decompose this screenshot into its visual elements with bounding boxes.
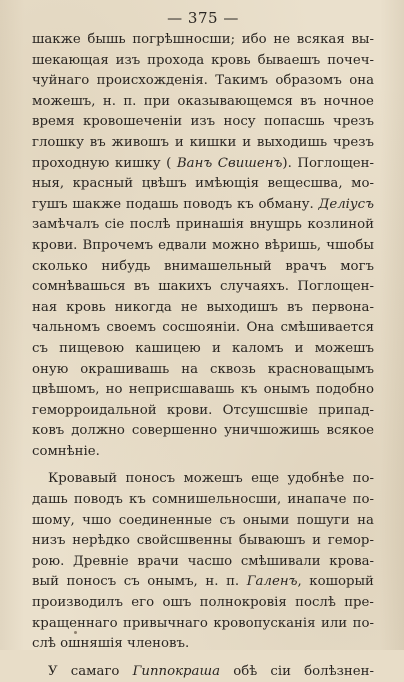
word: поносъ <box>66 574 117 590</box>
word: ная <box>32 299 58 315</box>
body-text <box>32 30 374 682</box>
word: изъ <box>190 114 216 130</box>
word: послѣ <box>295 595 336 611</box>
word: сомнѣніе. <box>32 443 100 459</box>
word: должно <box>71 423 125 439</box>
word: обману. <box>258 196 314 212</box>
word: сіи <box>270 663 291 679</box>
word: кровь <box>66 299 106 315</box>
word: нерѣдко <box>72 533 130 549</box>
word: и <box>174 134 184 150</box>
text-line <box>32 421 374 442</box>
word: Свишенъ). <box>217 155 292 171</box>
word: съ <box>32 340 48 356</box>
word: смѣшивается <box>280 320 374 336</box>
word: къ <box>237 196 254 212</box>
word: оную <box>32 361 69 377</box>
word: сомнѣвашься <box>32 279 126 295</box>
word: Гиппокраша <box>132 663 221 679</box>
text-line <box>32 401 374 422</box>
paragraph-gap <box>32 462 374 469</box>
text-line <box>32 511 374 532</box>
word: п. <box>226 574 240 590</box>
word: принашія <box>176 217 245 233</box>
word: всякая <box>296 32 345 47</box>
word: удобнѣе <box>287 471 345 487</box>
word: бываешъ <box>257 52 321 68</box>
word: красноващымъ <box>267 361 374 377</box>
word: или <box>320 615 348 631</box>
word: можешъ <box>314 340 374 356</box>
word: крови. <box>166 402 213 418</box>
text-line <box>32 380 374 401</box>
word: подобно <box>316 382 374 398</box>
word: оказывающемся <box>177 93 293 109</box>
word: на <box>181 361 199 377</box>
word: своемъ <box>106 320 156 336</box>
text-line <box>32 442 374 463</box>
word: къ <box>240 382 258 398</box>
word: ( <box>166 155 172 171</box>
word: цвѣшомъ, <box>32 382 100 398</box>
word: Поглощен- <box>297 279 374 295</box>
word: ошъ <box>162 595 192 611</box>
word: едвали <box>158 237 207 253</box>
word: инапаче <box>287 492 347 508</box>
word: почеч- <box>327 52 374 68</box>
word: и <box>294 340 304 356</box>
word: выходишъ <box>206 299 278 315</box>
word: нибудь <box>101 258 151 274</box>
word: Делiусъ <box>318 196 374 212</box>
word: свойсшвенны <box>136 533 233 549</box>
text-line <box>32 277 374 298</box>
word: Ванъ <box>176 155 213 171</box>
word: мо- <box>351 176 374 192</box>
word: еще <box>251 471 280 487</box>
word: можешъ, <box>32 93 96 109</box>
word: и <box>242 134 252 150</box>
word: вещесшва, <box>267 176 343 192</box>
word: кашицею <box>135 340 201 356</box>
word: въ <box>300 93 317 109</box>
paragraph <box>32 469 374 654</box>
word: въ <box>286 299 303 315</box>
text-line <box>32 298 374 319</box>
word: образомъ <box>275 73 342 89</box>
word: гушъ <box>32 196 68 212</box>
paragraph-gap <box>32 655 374 662</box>
word: его <box>131 595 155 611</box>
word: можно <box>211 237 260 253</box>
word: но <box>105 382 123 398</box>
text-line <box>32 469 374 490</box>
word: Галенъ, <box>246 574 302 590</box>
text-line <box>32 195 374 216</box>
text-line <box>32 318 374 339</box>
text-line <box>32 339 374 360</box>
text-line <box>32 552 374 573</box>
word: по- <box>352 471 374 487</box>
word: онымъ <box>263 382 310 398</box>
word: сомнишельносши, <box>151 492 282 508</box>
word: ныя, <box>32 176 65 192</box>
word: Впрочемъ <box>82 237 154 253</box>
word: въ <box>133 279 150 295</box>
word: соединенные <box>118 512 213 528</box>
text-line <box>32 360 374 381</box>
word: Древніе <box>73 553 129 569</box>
word: геморроидальной <box>32 402 157 418</box>
word: рою. <box>32 553 65 569</box>
word: вѣришь, <box>264 237 322 253</box>
ink-speck <box>74 631 77 634</box>
word: припад- <box>318 402 374 418</box>
word: крови. <box>32 237 78 253</box>
word: кошорый <box>309 574 374 590</box>
word: съ <box>123 574 140 590</box>
word: шому, <box>32 512 75 528</box>
word: чрезъ <box>333 114 374 130</box>
word: носу <box>223 114 256 130</box>
word: крова- <box>329 553 374 569</box>
text-line <box>32 257 374 278</box>
word: каломъ <box>231 340 284 356</box>
word: н. <box>205 574 219 590</box>
word: чрезъ <box>333 134 374 150</box>
word: по- <box>352 492 374 508</box>
word: ковъ <box>32 423 65 439</box>
word: п. <box>123 93 137 109</box>
word: врачи <box>137 553 179 569</box>
text-line <box>32 30 374 51</box>
word: кровь <box>211 52 251 68</box>
word: шакже <box>72 196 122 212</box>
word: самаго <box>70 663 120 679</box>
text-line <box>32 154 374 175</box>
paragraph <box>32 30 374 462</box>
word: членовъ. <box>127 636 190 652</box>
text-line <box>32 634 374 655</box>
word: внушрь <box>249 217 302 233</box>
word: неприсшавашь <box>128 382 235 398</box>
word: кровопусканія <box>213 615 316 631</box>
word: прохода <box>147 52 205 68</box>
word: чшобы <box>326 237 374 253</box>
word: пищевою <box>59 340 125 356</box>
word: никогда <box>114 299 172 315</box>
word: время <box>32 114 75 130</box>
word: попасшь <box>263 114 325 130</box>
word: уничшожишь <box>224 423 320 439</box>
word: погрѣшносши; <box>132 32 236 47</box>
page-number: — 375 — <box>167 9 239 27</box>
word: подашь <box>125 196 179 212</box>
word: происхожденія. <box>96 73 208 89</box>
word: въ <box>89 134 106 150</box>
word: часшо <box>187 553 233 569</box>
word: Отсушсшвіе <box>222 402 308 418</box>
word: обѣ <box>233 663 258 679</box>
word: чальномъ <box>32 320 101 336</box>
word: бываюшъ <box>238 533 306 549</box>
word: производилъ <box>32 595 123 611</box>
word: не <box>180 299 198 315</box>
word: бышь <box>87 32 126 47</box>
word: дашь <box>32 492 68 508</box>
word: привычнаго <box>123 615 208 631</box>
word: шакихъ <box>158 279 212 295</box>
text-line <box>32 133 374 154</box>
word: слѣ <box>32 636 56 652</box>
word: вый <box>32 574 59 590</box>
word: и <box>312 533 321 549</box>
word: врачъ <box>285 258 327 274</box>
text-line <box>32 572 374 593</box>
word: могъ <box>340 258 374 274</box>
word: при <box>143 93 171 109</box>
word: къ <box>129 492 146 508</box>
word: оными <box>242 512 290 528</box>
word: послѣ <box>129 217 171 233</box>
word: имѣющія <box>195 176 259 192</box>
word: Кровавый <box>48 471 118 487</box>
word: сквозь <box>210 361 256 377</box>
text-line <box>32 236 374 257</box>
word: замѣчалъ <box>32 217 100 233</box>
word: пошуги <box>296 512 350 528</box>
word: онымъ, <box>147 574 198 590</box>
text-line <box>32 215 374 236</box>
text-line <box>32 92 374 113</box>
word: шекающая <box>32 52 109 68</box>
word: поводъ <box>73 492 123 508</box>
word: она <box>349 73 374 89</box>
paragraph <box>32 662 374 682</box>
word: кращеннаго <box>32 615 118 631</box>
word: кровошеченіи <box>82 114 183 130</box>
word: красный <box>72 176 134 192</box>
word: полнокровія <box>199 595 287 611</box>
word: не <box>273 32 291 47</box>
word: козлиной <box>307 217 374 233</box>
word: вы- <box>351 32 374 47</box>
word: живошъ <box>111 134 170 150</box>
word: можешъ <box>183 471 243 487</box>
word: чуйнаго <box>32 73 90 89</box>
word: Поглощен- <box>297 155 374 171</box>
word: всякое <box>326 423 374 439</box>
word: и <box>211 340 221 356</box>
word: кишку <box>114 155 161 171</box>
word: окрашивашь <box>80 361 170 377</box>
word: изъ <box>115 52 141 68</box>
word: гемор- <box>327 533 374 549</box>
word: чшо <box>82 512 112 528</box>
word: Она <box>246 320 275 336</box>
word: цвѣшъ <box>141 176 187 192</box>
text-line <box>32 51 374 72</box>
word: глошку <box>32 134 84 150</box>
text-line <box>32 112 374 133</box>
word: шакже <box>32 32 81 47</box>
word: сколько <box>32 258 88 274</box>
text-line <box>32 174 374 195</box>
word: на <box>357 512 374 528</box>
word: по- <box>352 615 374 631</box>
word: низъ <box>32 533 66 549</box>
text-line <box>32 531 374 552</box>
word: кишки <box>189 134 237 150</box>
word: сіе <box>104 217 125 233</box>
word: пре- <box>344 595 374 611</box>
text-line <box>32 614 374 635</box>
word: У <box>48 663 58 679</box>
word: болѣзнен- <box>304 663 374 679</box>
word: съ <box>219 512 236 528</box>
word: внимашельный <box>164 258 272 274</box>
word: поводъ <box>183 196 233 212</box>
word: н. <box>102 93 116 109</box>
text-line <box>32 662 374 682</box>
word: совершенно <box>131 423 218 439</box>
text-line <box>32 490 374 511</box>
word: выходишь <box>256 134 328 150</box>
word: ошняшія <box>60 636 123 652</box>
word: смѣшивали <box>240 553 321 569</box>
word: ибо <box>241 32 267 47</box>
text-line <box>32 593 374 614</box>
word: Такимъ <box>215 73 268 89</box>
word: случаяхъ. <box>219 279 289 295</box>
word: первона- <box>311 299 374 315</box>
text-line <box>32 71 374 92</box>
word: ночное <box>323 93 374 109</box>
word: поносъ <box>125 471 176 487</box>
word: сосшояніи. <box>162 320 241 336</box>
word: проходную <box>32 155 110 171</box>
